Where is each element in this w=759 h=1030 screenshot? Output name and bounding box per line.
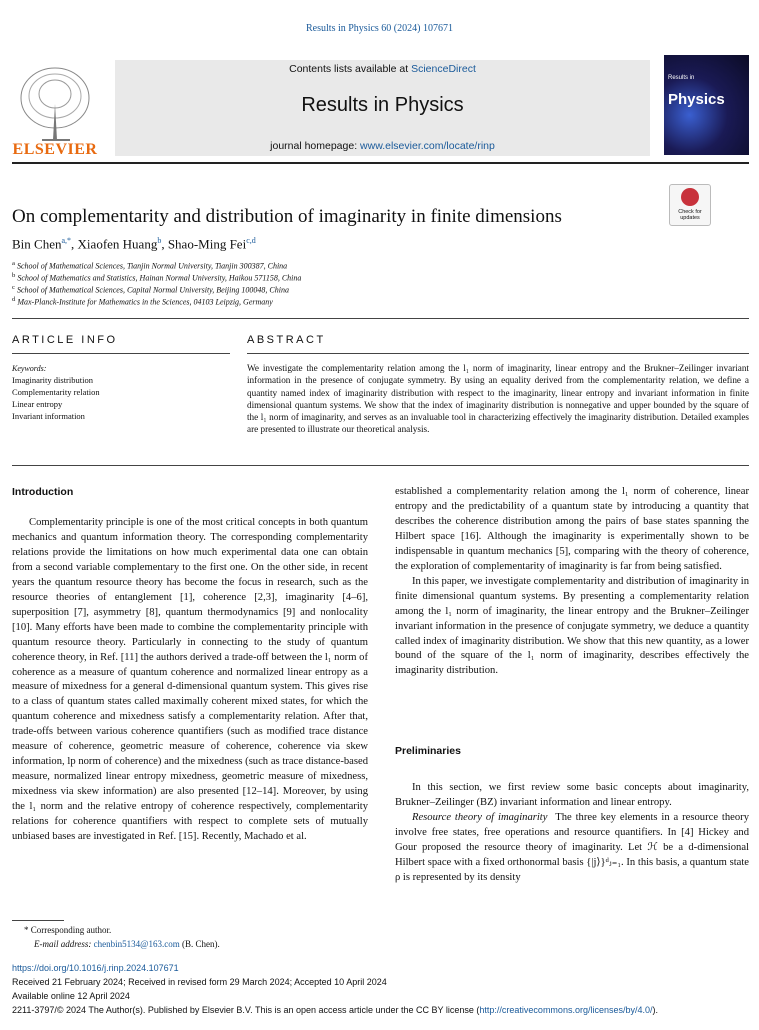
- prelim-paragraph-1: In this section, we first review some basic concepts about imaginarity, Brukner–Zeilinger (BZ) invariant information and linear entropy.: [395, 782, 749, 808]
- email-link[interactable]: chenbin5134@163.com: [93, 939, 180, 949]
- author-affiliation-mark[interactable]: c,d: [246, 236, 256, 245]
- keyword: Invariant information: [12, 411, 85, 421]
- affiliation: [12, 284, 289, 295]
- abstract-text: We investigate the complementarity relation among the l₁ norm of imaginarity, linear entropy and the Brukner–Zeilinger invariant information in the presence of conjugate symmetry. By using an equality derived from the complementarity relation, we define a quantity named index of imaginarity distribution with respect to the imaginarity, linear entropy and invariant information in finite dimensional quantum systems. We show that the index of imaginarity distribution is nonnegative and upper bounded by the square of the l₁ norm of imaginarity, and serves as an invaluable tool in characterizing effectively the imaginarity distribution. Detailed examples are presented to illustrate our theoretical analysis.: [247, 363, 749, 435]
- affiliation-mark: b: [12, 272, 16, 279]
- journal-cover-image: [664, 55, 749, 155]
- prelim-paragraph-2: [395, 811, 749, 886]
- article-info-divider: [12, 353, 230, 354]
- author-affiliation-mark[interactable]: a,*: [61, 236, 72, 245]
- prelim-paragraph-2-title: Resource theory of imaginarity: [412, 811, 548, 823]
- prelim-paragraph-2-text: The three key elements in a resource theory involve free states, free operations and resource quantifiers. In [4] Hickey and Gour proposed the resource theory of imaginarity. Let ℋ be a d-dimensional Hilbert space with a fixed orthonormal basis {|j⟩}ᵈⱼ₌₁. In this basis, a quantum state ρ is represented by its density: [395, 811, 749, 883]
- sciencedirect-link[interactable]: ScienceDirect: [411, 63, 476, 75]
- article-info-heading: ARTICLE INFO: [12, 334, 118, 346]
- check-for-updates-button[interactable]: [669, 184, 711, 226]
- intro-paragraph-3: In this paper, we investigate complementarity and distribution of imaginarity in finite dimensional quantum systems. By presenting a complementarity relation among the l₁ norm of imaginarity, the linear entropy and the Brukner–Zeilinger invariant information in the presence of conjugate symmetry, we deduce a quantity called index of imaginarity distribution. We show that this new quantity, as a lower bound of the square of the l₁ norm of imaginarity, describes effectively the imaginarity distribution.: [395, 575, 749, 677]
- homepage-line: [115, 140, 650, 152]
- license-link[interactable]: http://creativecommons.org/licenses/by/4.0/: [479, 1005, 653, 1015]
- affiliation: [12, 296, 273, 307]
- journal-name: Results in Physics: [301, 94, 464, 116]
- journal-reference-link[interactable]: Results in Physics 60 (2024) 107671: [306, 23, 453, 34]
- intro-paragraph-1: Complementarity principle is one of the most critical concepts in both quantum mechanics and quantum information theory. The corresponding complementarity relations provide the limitations on how much experimental data one can obtain from a second variable complementary to the first one. On the other side, in recent years the quantum resource theory has become the focus in research, such as the resource theories of entanglement [1], coherence [2,3], imaginarity [4–6], superposition [7], asymmetry [8], quantum thermodynamics [9] and nonlocality [10]. Many efforts have been made to combine the complementarity principle with quantum resource theory. Particularly in connecting to the study of quantum coherence theory, in Ref. [11] the authors derived a trade-off between the l₁ norm of coherence as a measure of quantum coherence and normalized linear entropy as a measure of mixedness for a general d-dimensional quantum system. This gives rise to a class of quantum states called maximally coherent mixed states, for which the quantum coherence and mixedness satisfy a complementarity relation. After that, trade-offs between various coherence quantifiers (such as modified trace distance measure of coherence, geometric measure of coherence, coherence via skew information, lp norm of coherence) and the mixedness (such as trace distance-based measure, normalized linear entropy mixedness, geometric measure of mixedness, mixedness via skew information) are also presented [12–14]. Moreover, by using the l₁ norm and the relative entropy of coherence respectively, complementarity relations for coherence quantifiers with respect to complete sets of mutually unbiased bases are investigated in Ref. [15]. Recently, Machado et al.: [12, 517, 368, 843]
- header-divider: [12, 162, 749, 164]
- author-separator: ,: [71, 236, 78, 252]
- cover-small-text: Results in: [668, 75, 695, 81]
- introduction-column-right: [395, 485, 749, 679]
- author-name[interactable]: Xiaofen Huang: [77, 236, 158, 252]
- homepage-prefix: journal homepage:: [270, 140, 361, 152]
- affiliation-mark: c: [12, 284, 15, 291]
- received-dates: Received 21 February 2024; Received in revised form 29 March 2024; Accepted 10 April 2024: [12, 977, 387, 987]
- introduction-heading: Introduction: [12, 486, 74, 498]
- check-updates-icon: [681, 188, 699, 206]
- affiliation-text: School of Mathematical Sciences, Tianjin Normal University, Tianjin 300387, China: [16, 261, 288, 271]
- contents-prefix: Contents lists available at: [289, 63, 412, 75]
- affiliation-text: Max-Planck-Institute for Mathematics in the Sciences, 04103 Leipzig, Germany: [17, 297, 273, 307]
- affiliation: [12, 260, 287, 271]
- keyword: Complementarity relation: [12, 387, 100, 397]
- check-updates-label: Check for updates: [678, 209, 702, 221]
- affiliation-divider: [12, 318, 749, 319]
- corresponding-author-note: * Corresponding author.: [24, 925, 112, 935]
- affiliation-text: School of Mathematical Sciences, Capital Normal University, Beijing 100048, China: [16, 285, 289, 295]
- keyword: Imaginarity distribution: [12, 375, 93, 385]
- paper-title: On complementarity and distribution of imaginarity in finite dimensions: [12, 206, 562, 227]
- introduction-column-left: [12, 516, 368, 845]
- publisher-name: ELSEVIER: [12, 141, 98, 158]
- email-suffix: (B. Chen).: [179, 939, 220, 949]
- keywords-label: Keywords:: [12, 364, 47, 373]
- contents-line: [115, 63, 650, 75]
- copyright-line: [12, 1005, 749, 1015]
- affiliation-mark: a: [12, 260, 15, 267]
- cover-title-text: Physics: [668, 91, 725, 108]
- author-affiliation-mark[interactable]: b: [157, 236, 162, 245]
- affiliation: [12, 272, 301, 283]
- author-name[interactable]: Shao-Ming Fei: [167, 236, 247, 252]
- email-footnote: [34, 939, 220, 949]
- affiliation-text: School of Mathematics and Statistics, Hainan Normal University, Haikou 571158, China: [17, 273, 302, 283]
- abstract-divider: [247, 353, 749, 354]
- abstract-bottom-divider: [12, 465, 749, 466]
- intro-paragraph-2: established a complementarity relation among the l₁ norm of coherence, linear entropy and the predictability of a quantum state by introducing a quantity that describes the coherence distribution among the pairs of base states spanning the Hilbert space [16]. Although the imaginarity is experimentally shown to be indispensable in quantum mechanics [5], comparing with the theory of coherence, the exploration of complementarity of imaginarity is far from being satisfied.: [395, 486, 749, 572]
- doi-link[interactable]: https://doi.org/10.1016/j.rinp.2024.107671: [12, 963, 179, 973]
- preliminaries-heading: Preliminaries: [395, 745, 461, 757]
- author-list: [12, 236, 256, 252]
- copyright-prefix: 2211-3797/© 2024 The Author(s). Published by Elsevier B.V. This is an open access article under the CC BY license (: [12, 1005, 480, 1015]
- author-name[interactable]: Bin Chen: [12, 236, 62, 252]
- available-online-date: Available online 12 April 2024: [12, 991, 130, 1001]
- copyright-suffix: ).: [652, 1005, 658, 1015]
- keyword: Linear entropy: [12, 399, 63, 409]
- preliminaries-column: [395, 781, 749, 886]
- abstract-heading: ABSTRACT: [247, 334, 326, 346]
- homepage-link[interactable]: www.elsevier.com/locate/rinp: [360, 140, 495, 152]
- footnote-divider: [12, 920, 64, 921]
- email-label: E-mail address:: [34, 939, 94, 949]
- affiliation-mark: d: [12, 296, 16, 303]
- author-separator: ,: [161, 236, 168, 252]
